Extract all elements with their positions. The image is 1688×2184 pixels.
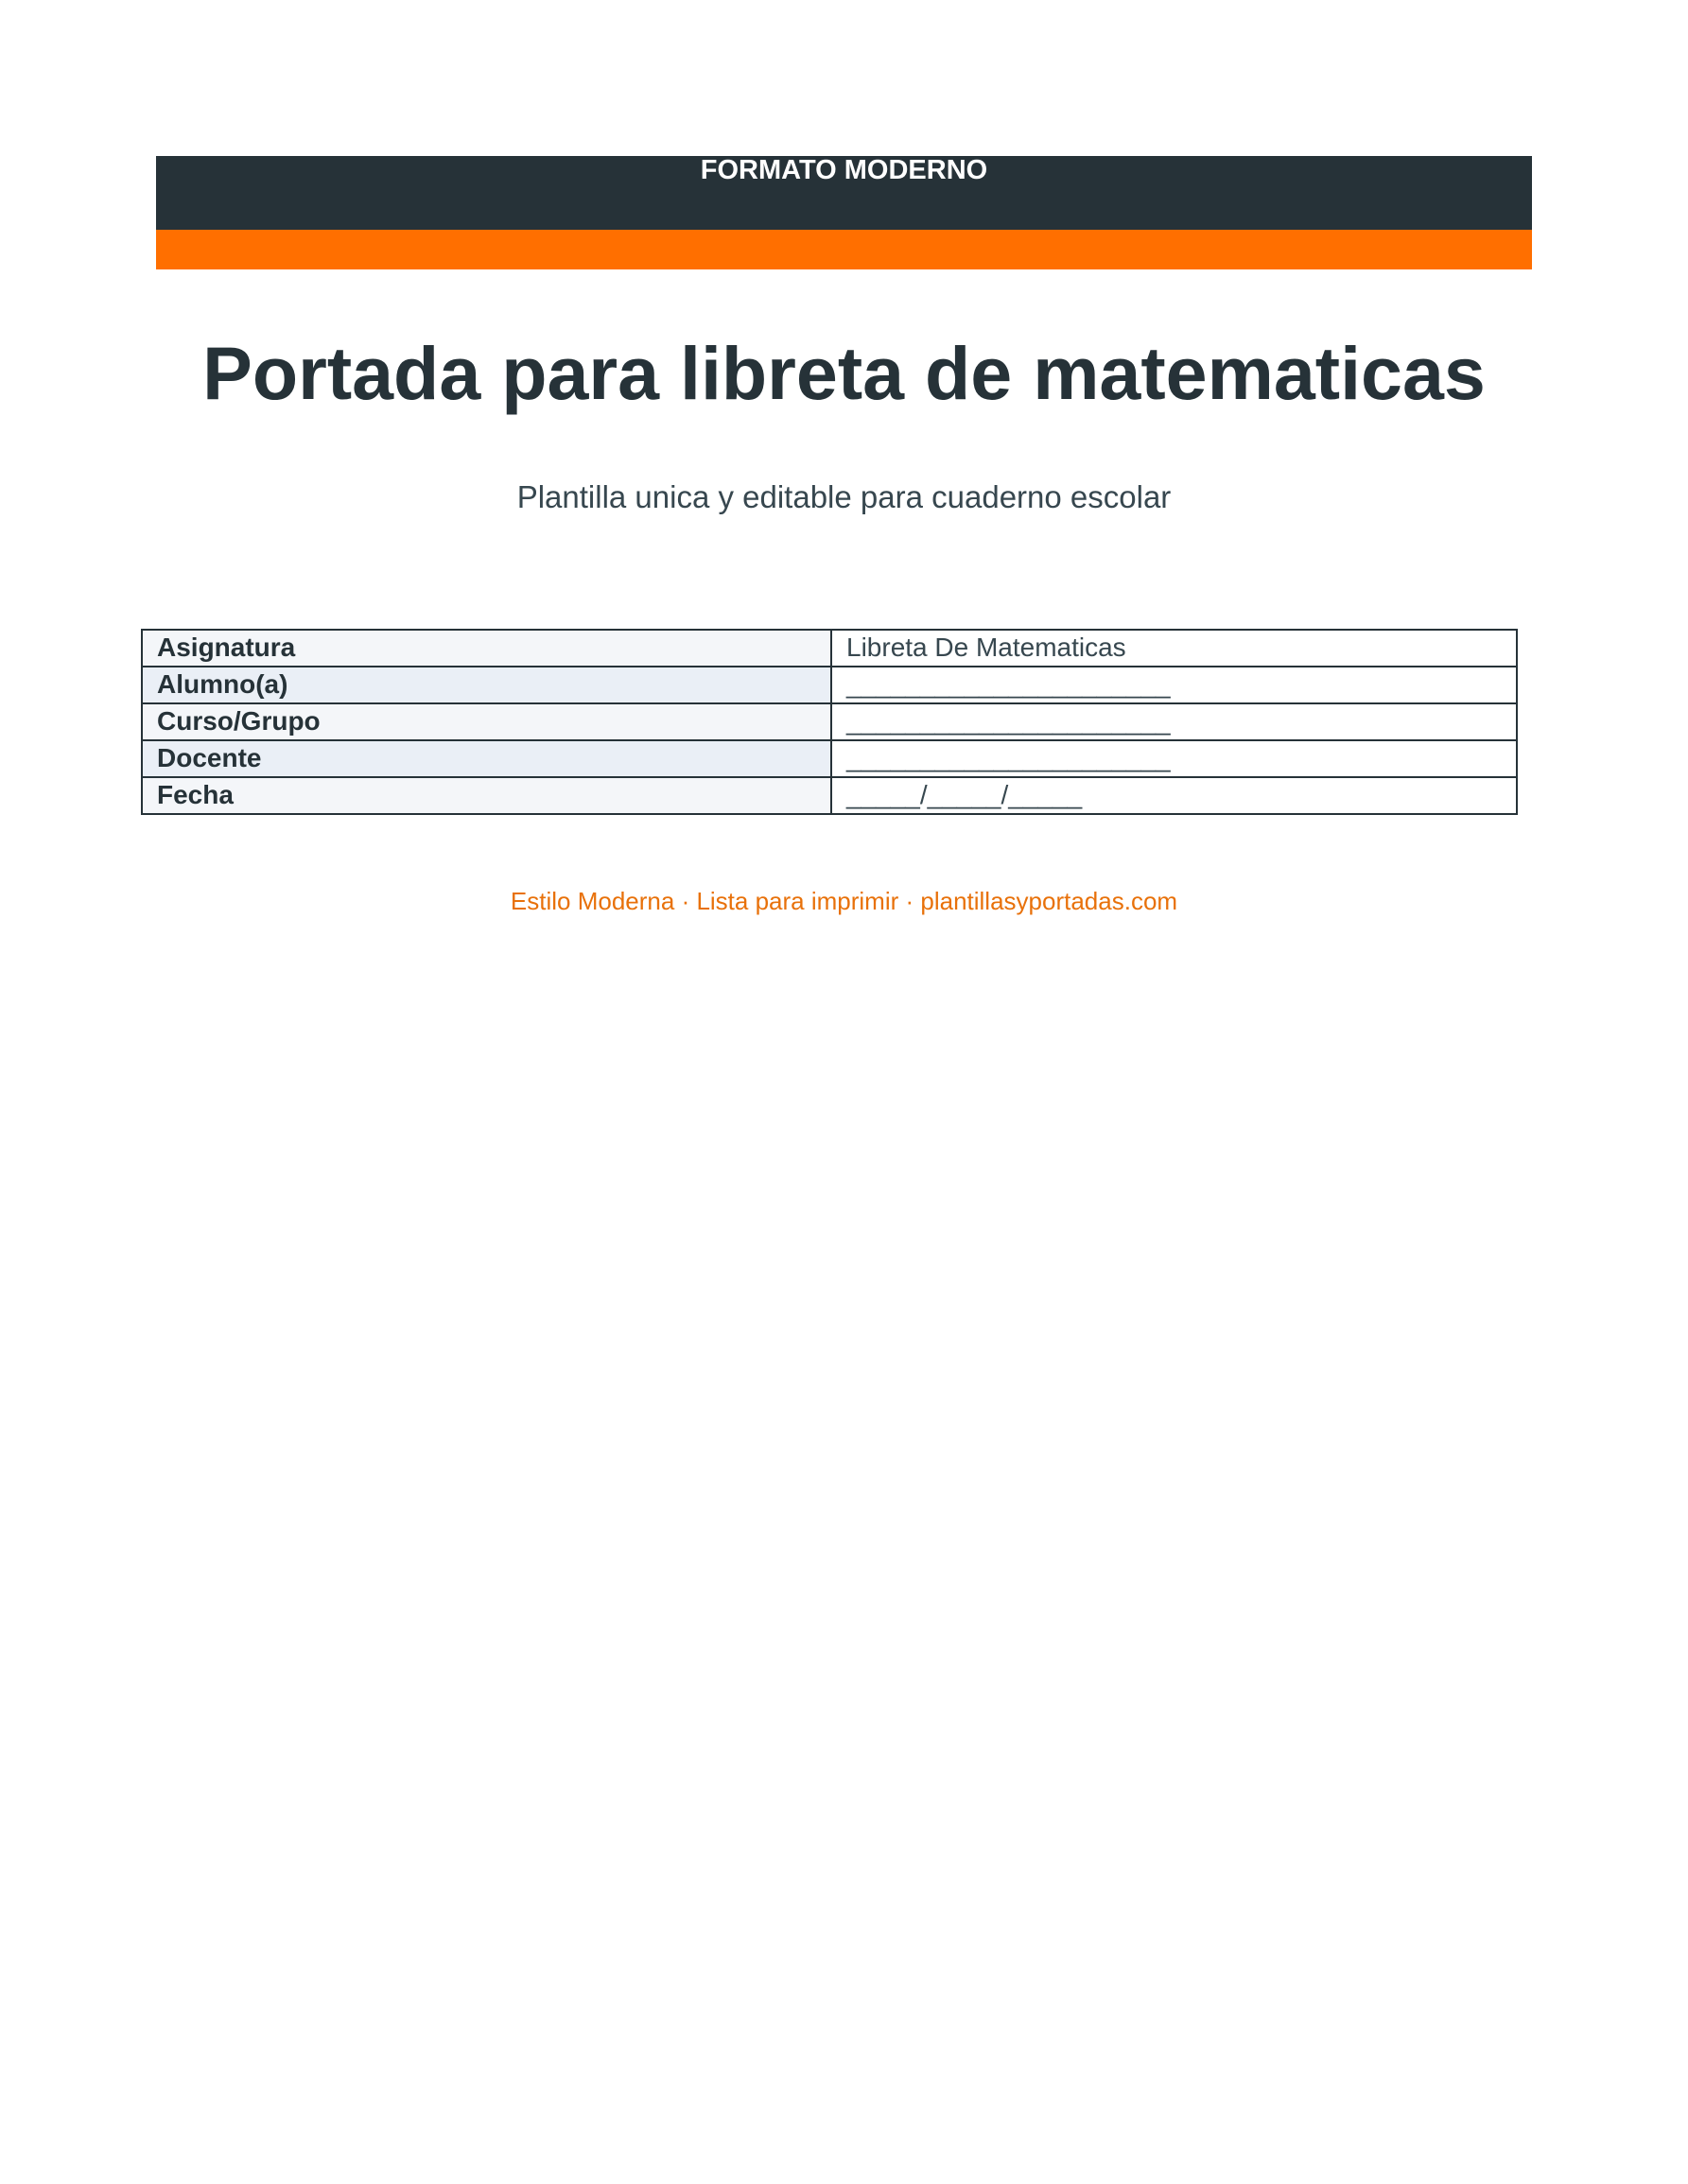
info-table (141, 629, 1518, 815)
page-subtitle: Plantilla unica y editable para cuaderno escolar (516, 479, 1172, 514)
field-label-alumno: Alumno(a) (142, 667, 831, 703)
table-row (142, 777, 1517, 814)
table-row (142, 703, 1517, 740)
field-value-asignatura[interactable]: Libreta De Matematicas (831, 630, 1517, 667)
field-label-asignatura: Asignatura (142, 630, 831, 667)
field-value-curso-grupo[interactable]: ______________________ (831, 703, 1517, 740)
accent-band (156, 230, 1532, 269)
page-title: Portada para libreta de matematicas (202, 331, 1486, 415)
field-label-docente: Docente (142, 740, 831, 777)
field-label-curso-grupo: Curso/Grupo (142, 703, 831, 740)
field-value-fecha[interactable]: _____/_____/_____ (831, 777, 1517, 814)
table-row (142, 630, 1517, 667)
field-value-docente[interactable]: ______________________ (831, 740, 1517, 777)
table-row (142, 740, 1517, 777)
field-value-alumno[interactable]: ______________________ (831, 667, 1517, 703)
header-band (156, 156, 1532, 230)
field-label-fecha: Fecha (142, 777, 831, 814)
table-row (142, 667, 1517, 703)
header-label: FORMATO MODERNO (700, 155, 988, 185)
footer-note: Estilo Moderna · Lista para imprimir · plantillasyportadas.com (510, 887, 1178, 915)
